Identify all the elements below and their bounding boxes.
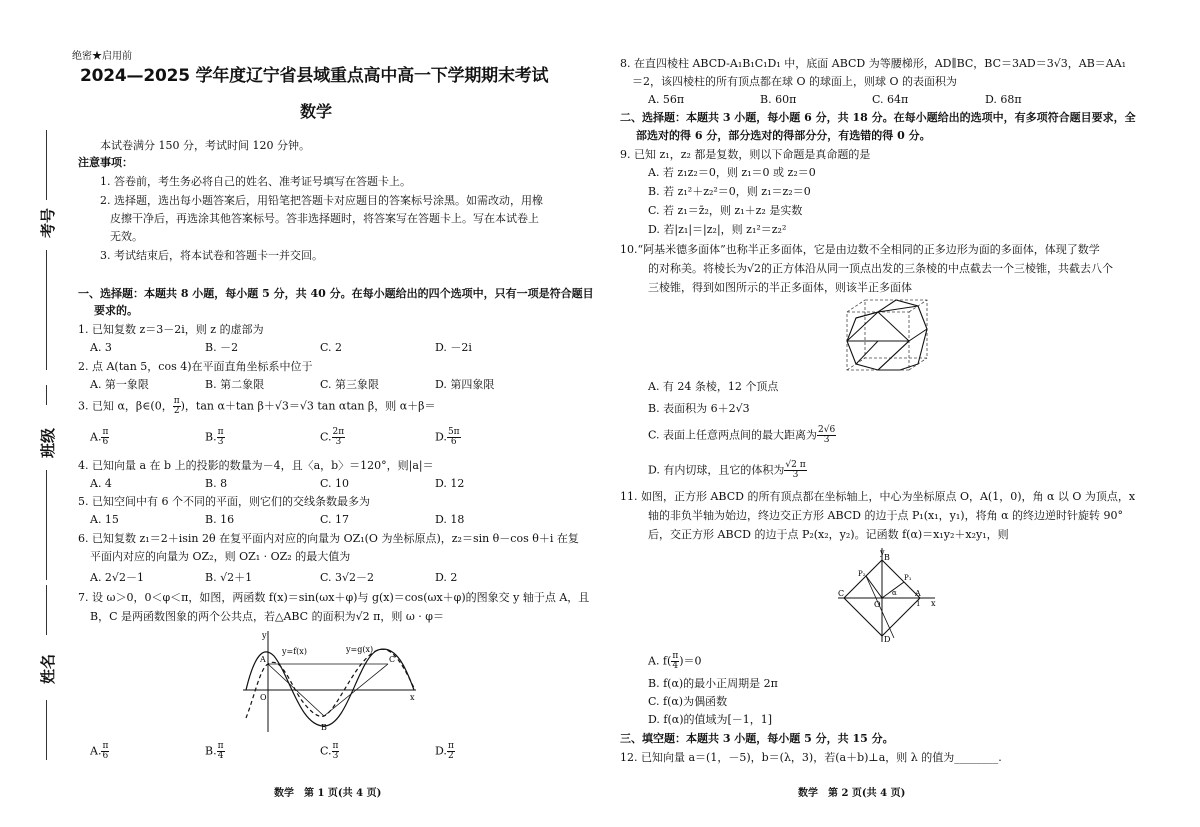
page-1-footer: 数学 第 1 页(共 4 页)	[274, 788, 382, 799]
q11-option-d: D. f(α)的值域为[－1，1]	[648, 713, 773, 726]
q10-stem-2: 的对称美。将棱长为√2的正方体沿从同一顶点出发的三条棱的中点截去一个三棱锥，共截去八个	[648, 262, 1114, 275]
notes-heading: 注意事项：	[78, 156, 133, 169]
q2-option-c: C. 第三象限	[320, 378, 380, 391]
q3-b-label: B.	[205, 430, 217, 444]
q4-option-c: C. 10	[320, 477, 350, 490]
q11-stem-3: 后，交正方形 ABCD 的边于点 P₂(x₂，y₂)。记函数 f(α)＝x₁y₂＋x₂y₁，则	[648, 528, 1009, 541]
q11-option-c: C. f(α)为偶函数	[648, 695, 728, 708]
q9-option-c: C. 若 z₁＝z̄₂，则 z₁＋z₂ 是实数	[648, 204, 803, 217]
q11-label-p2: P₂	[858, 570, 866, 578]
q3-a-den: 6	[102, 437, 109, 447]
q11-label-a: A	[915, 589, 921, 598]
q11-label-b: B	[884, 553, 890, 562]
q11-a-pre: A. f(	[648, 654, 672, 668]
q11-label-c: C	[838, 589, 845, 598]
q10-c-text: C. 表面上任意两点间的最大距离为	[648, 428, 818, 442]
q10-option-a: A. 有 24 条棱，12 个顶点	[648, 380, 779, 393]
q10-option-c	[648, 426, 836, 445]
q1-option-b: B. －2	[205, 341, 239, 354]
q3-interval-frac	[173, 397, 181, 416]
q3-option-d	[435, 428, 461, 447]
q7-label-f: y=f(x)	[282, 647, 307, 656]
note-3: 3. 考试结束后，将本试卷和答题卡一并交回。	[100, 249, 323, 262]
q7-stem-1: 7. 设 ω＞0，0＜φ＜π，如图，两函数 f(x)＝sin(ωx＋φ)与 g(x)＝cos(ωx＋φ)的图象交 y 轴于点 A，且	[78, 591, 590, 604]
q7-label-b: B	[321, 723, 327, 732]
q3-option-a	[90, 428, 109, 447]
q8-stem-2: ＝2，该四棱柱的所有顶点都在球 O 的球面上，则球 O 的表面积为	[632, 75, 958, 88]
q1-option-c: C. 2	[320, 341, 343, 354]
q3-stem	[78, 397, 436, 416]
q8-option-b: B. 60π	[760, 93, 797, 106]
note-2c: 无效。	[110, 230, 143, 243]
q10-d-num: √2 π	[785, 460, 806, 470]
q3-a-label: A.	[90, 430, 102, 444]
q5-option-b: B. 16	[205, 513, 235, 526]
q5-option-c: C. 17	[320, 513, 350, 526]
q7-stem-2: B，C 是两函数图象的两个公共点，若△ABC 的面积为√2 π，则 ω · φ＝	[90, 610, 444, 623]
q7-c-num: π	[332, 741, 339, 751]
q7-figure	[238, 628, 420, 734]
q9-option-b: B. 若 z₁²＋z₂²＝0，则 z₁＝z₂＝0	[648, 185, 811, 198]
q3-c-num: 2π	[332, 427, 345, 437]
q2-option-a: A. 第一象限	[90, 378, 149, 391]
q11-option-b: B. f(α)的最小正周期是 2π	[648, 677, 778, 690]
q10-stem-3: 三棱锥，得到如图所示的半正多面体，则该半正多面体	[648, 281, 912, 294]
exam-title: 2024—2025 学年度辽宁省县域重点高中高一下学期期末考试	[80, 66, 549, 86]
q11-a-post: )＝0	[679, 654, 702, 668]
q11-label-x: x	[931, 599, 936, 608]
class-label: 班级	[39, 427, 57, 458]
q5-option-a: A. 15	[90, 513, 119, 526]
q10-d-text: D. 有内切球，且它的体积为	[648, 463, 785, 477]
section-1-heading: 一、选择题：本题共 8 小题，每小题 5 分，共 40 分。在每小题给出的四个选项中，只有一项是符合题目	[78, 287, 594, 300]
exam-intro: 本试卷满分 150 分，考试时间 120 分钟。	[100, 139, 310, 152]
cube-edge-tl	[847, 300, 865, 312]
q7-option-a	[90, 742, 109, 761]
note-2a: 2. 选择题，选出每小题答案后，用铅笔把答题卡对应题目的答案标号涂黑。如需改动，用橡	[100, 194, 543, 207]
q8-option-a: A. 56π	[648, 93, 685, 106]
q2-stem: 2. 点 A(tan 5，cos 4)在平面直角坐标系中位于	[78, 360, 313, 373]
subject-title: 数学	[300, 102, 333, 121]
q11-label-alpha: α	[892, 589, 897, 597]
q2-option-b: B. 第二象限	[205, 378, 265, 391]
note-1: 1. 答卷前，考生务必将自己的姓名、准考证号填写在答题卡上。	[100, 175, 411, 188]
polyhedron-edges-2	[847, 306, 918, 341]
q6-option-a: A. 2√2－1	[90, 571, 144, 584]
q3-b-den: 3	[217, 437, 224, 447]
q7-option-d	[435, 742, 455, 761]
q3-b-num: π	[217, 427, 224, 437]
q3-stem-b: )，tan α＋tan β＋√3＝√3 tan αtan β，则 α＋β＝	[180, 399, 436, 413]
q7-d-den: 2	[448, 751, 454, 761]
q11-terminal-p2	[866, 576, 882, 598]
q10-stem-1: 10.“阿基米德多面体”也称半正多面体，它是由边数不全相同的正多边形为面的多面体，体现了数学	[620, 243, 1100, 256]
q11-label-d: D	[884, 635, 891, 644]
class-line	[46, 470, 48, 580]
q1-option-a: A. 3	[90, 341, 112, 354]
q3-stem-a: 3. 已知 α，β∈	[78, 399, 151, 413]
q7-label-a: A	[260, 655, 266, 664]
name-label: 姓名	[39, 653, 57, 684]
q11-label-y: y	[880, 548, 885, 557]
q11-stem-2: 轴的非负半轴为始边，终边交正方形 ABCD 的边于点 P₁(x₁，y₁)，将角 α 的终边逆时针旋转 90°	[648, 509, 1124, 522]
q10-option-b: B. 表面积为 6＋2√3	[648, 402, 750, 415]
q3-d-label: D.	[435, 430, 447, 444]
q9-option-a: A. 若 z₁z₂＝0，则 z₁＝0 或 z₂＝0	[648, 166, 816, 179]
q11-label-o: O	[874, 600, 881, 609]
q2-option-d: D. 第四象限	[435, 378, 495, 391]
section-2-heading-cont: 部选对的得 6 分，部分选对的得部分分，有选错的得 0 分。	[636, 129, 931, 142]
q3-a-num: π	[102, 427, 109, 437]
q5-stem: 5. 已知空间中有 6 个不同的平面，则它们的交线条数最多为	[78, 495, 370, 508]
section-2-heading: 二、选择题：本题共 3 小题，每小题 6 分，共 18 分。在每小题给出的选项中，有多项符合题目要求，全	[620, 111, 1136, 124]
q7-option-c	[320, 742, 339, 761]
q3-c-label: C.	[320, 430, 332, 444]
q7-c-label: C.	[320, 744, 332, 758]
q11-label-one: 1	[916, 600, 921, 608]
q3-c-den: 3	[335, 437, 342, 447]
q7-c-den: 3	[332, 751, 339, 761]
q9-option-d: D. 若|z₁|＝|z₂|，则 z₁²＝z₂²	[648, 223, 787, 236]
q10-option-d	[648, 461, 807, 480]
q7-a-label: A.	[90, 744, 102, 758]
divider-line	[46, 250, 48, 370]
q7-d-num: π	[447, 741, 454, 751]
q3-frac-num: π	[173, 396, 180, 406]
q7-b-label: B.	[205, 744, 217, 758]
q3-d-num: 5π	[447, 427, 460, 437]
q6-option-c: C. 3√2－2	[320, 571, 375, 584]
q1-option-d: D. －2i	[435, 341, 472, 354]
q3-interval: (0，	[150, 399, 173, 413]
q3-frac-den: 2	[173, 406, 180, 416]
q10-d-den: 3	[792, 470, 799, 480]
name-line	[46, 700, 48, 760]
q7-b-num: π	[217, 741, 224, 751]
polyhedron-edges-4	[856, 341, 909, 364]
q6-stem-2: 平面内对应的向量为 OZ₂，则 OZ₁ · OZ₂ 的最大值为	[90, 550, 351, 563]
q1-stem: 1. 已知复数 z＝3－2i，则 z 的虚部为	[78, 323, 264, 336]
exam-page-2	[600, 0, 1200, 827]
q11-a-den: 4	[672, 661, 679, 671]
q6-option-d: D. 2	[435, 571, 458, 584]
class-line-top	[46, 385, 48, 405]
q7-label-c: C	[389, 655, 396, 664]
q3-d-den: 6	[450, 437, 457, 447]
q7-label-g: y=g(x)	[346, 645, 374, 654]
q3-option-c	[320, 428, 345, 447]
q4-option-b: B. 8	[205, 477, 228, 490]
q8-option-d: D. 68π	[985, 93, 1022, 106]
section-1-heading-cont: 要求的。	[94, 304, 138, 317]
q10-polyhedron-figure	[843, 298, 933, 374]
q6-option-b: B. √2＋1	[205, 571, 253, 584]
q7-d-label: D.	[435, 744, 447, 758]
q4-option-a: A. 4	[90, 477, 112, 490]
q8-option-c: C. 64π	[872, 93, 909, 106]
q10-c-num: 2√6	[818, 425, 836, 435]
q10-c-den: 3	[823, 435, 830, 445]
q3-option-b	[205, 428, 225, 447]
q7-label-o: O	[260, 693, 267, 702]
secret-label: 绝密★启用前	[72, 51, 132, 62]
q7-option-b	[205, 742, 225, 761]
q11-figure	[838, 546, 938, 644]
q7-label-x: x	[410, 693, 415, 702]
q8-stem-1: 8. 在直四棱柱 ABCD-A₁B₁C₁D₁ 中，底面 ABCD 为等腰梯形，AD∥BC，BC＝3AD＝3√3，AB＝AA₁	[620, 57, 1127, 70]
note-2b: 皮擦干净后，再选涂其他答案标号。答非选择题时，将答案写在答题卡上。写在本试卷上	[110, 212, 539, 225]
q12-stem: 12. 已知向量 a＝(1，－5)，b＝(λ，3)，若(a＋b)⊥a，则 λ 的值为________.	[620, 751, 1002, 764]
q11-a-num: π	[672, 651, 679, 661]
q11-option-a	[648, 652, 702, 671]
q7-label-y: y	[262, 631, 267, 640]
exam-no-line	[46, 130, 48, 200]
q4-option-d: D. 12	[435, 477, 465, 490]
section-3-heading: 三、填空题：本题共 3 小题，每小题 5 分，共 15 分。	[620, 732, 894, 745]
q4-stem: 4. 已知向量 a 在 b 上的投影的数量为－4，且〈a，b〉＝120°，则|a|＝	[78, 459, 434, 472]
q7-b-den: 4	[217, 751, 224, 761]
page-2-footer: 数学 第 2 页(共 4 页)	[798, 788, 906, 799]
q11-stem-1: 11. 如图，正方形 ABCD 的所有顶点都在坐标轴上，中心为坐标原点 O，A(1，0)，角 α 以 O 为顶点，x	[620, 490, 1136, 503]
exam-no-label: 考号	[39, 207, 57, 238]
q5-option-d: D. 18	[435, 513, 465, 526]
q6-stem-1: 6. 已知复数 z₁＝2＋isin 2θ 在复平面内对应的向量为 OZ₁(O 为坐标原点)，z₂＝sin θ－cos θ＋i 在复	[78, 532, 579, 545]
q9-stem: 9. 已知 z₁，z₂ 都是复数，则以下命题是真命题的是	[620, 148, 871, 161]
q7-a-den: 6	[102, 751, 109, 761]
q7-a-num: π	[102, 741, 109, 751]
name-line-top	[46, 585, 48, 635]
q11-label-p1: P₁	[904, 574, 912, 582]
